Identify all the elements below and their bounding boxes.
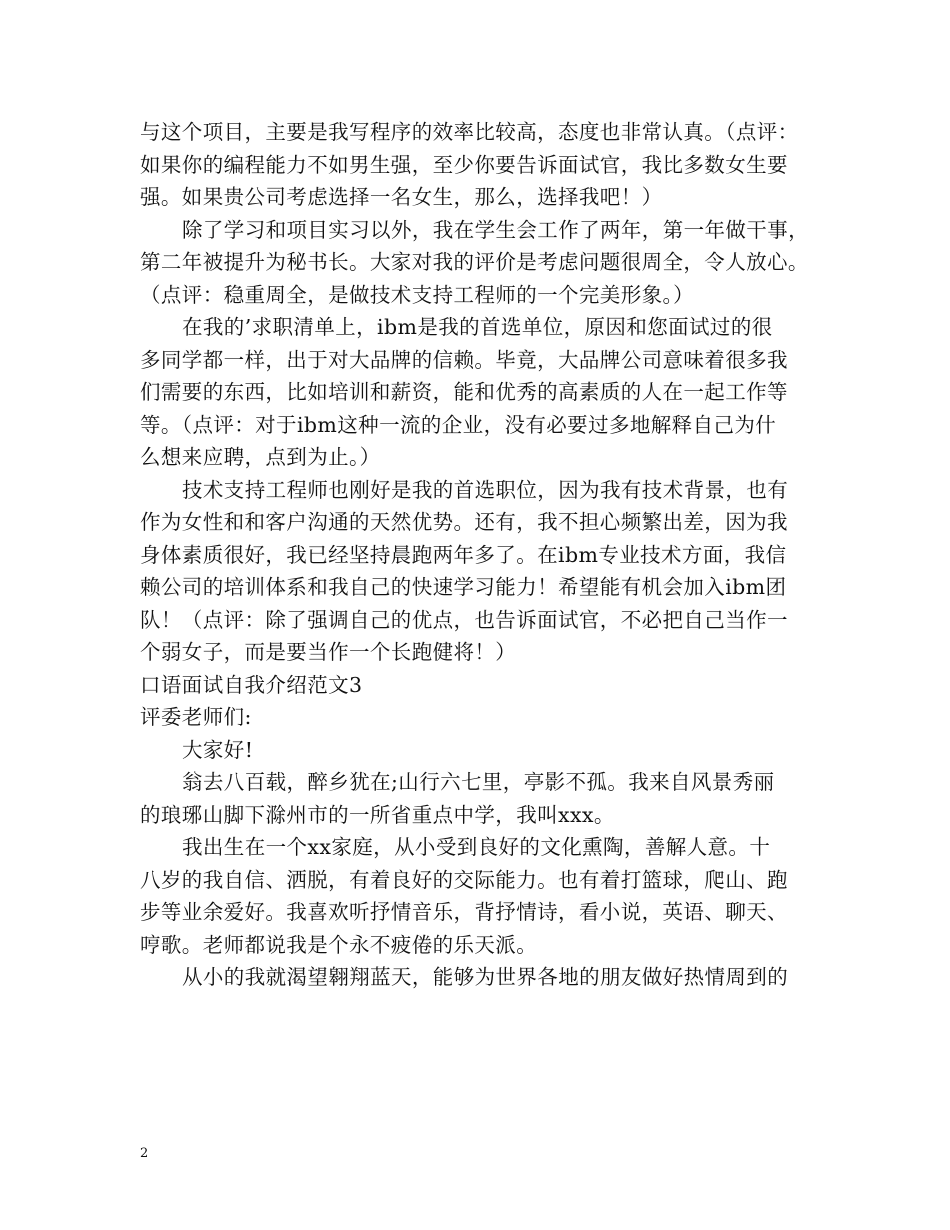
text-line: 步等业余爱好。我喜欢听抒情音乐，背抒情诗，看小说，英语、聊天、 bbox=[140, 900, 788, 924]
text-line: （点评：稳重周全，是做技术支持工程师的一个完美形象。） bbox=[140, 282, 695, 307]
text-line: 哼歌。老师都说我是个永不疲倦的乐天派。 bbox=[140, 932, 538, 957]
text-line: 大家好! bbox=[182, 737, 254, 762]
document-body bbox=[140, 116, 830, 994]
text-line: 在我的’求职清单上，ibm是我的首选单位，原因和您面试过的很 bbox=[182, 315, 773, 339]
text-line: 多同学都一样，出于对大品牌的信赖。毕竟，大品牌公司意味着很多我 bbox=[140, 347, 788, 372]
text-line: 除了学习和项目实习以外，我在学生会工作了两年，第一年做干事， bbox=[182, 217, 809, 242]
text-line: 们需要的东西，比如培训和薪资，能和优秀的高素质的人在一起工作等 bbox=[140, 380, 788, 404]
text-line: 么想来应聘，点到为止。） bbox=[140, 445, 381, 469]
text-line: 从小的我就渴望翱翔蓝天，能够为世界各地的朋友做好热情周到的 bbox=[182, 965, 789, 989]
text-line: 如果你的编程能力不如男生强，至少你要告诉面试官，我比多数女生要 bbox=[140, 152, 788, 177]
text-line: 与这个项目，主要是我写程序的效率比较高，态度也非常认真。（点评： bbox=[140, 120, 799, 144]
text-line: 等。（点评：对于ibm这种一流的企业，没有必要过多地解释自己为什 bbox=[140, 412, 777, 437]
text-line: 我出生在一个xx家庭，从小受到良好的文化熏陶，善解人意。十 bbox=[182, 835, 771, 859]
text-line: 队！（点评：除了强调自己的优点，也告诉面试官，不必把自己当作一 bbox=[140, 607, 788, 632]
text-line: 的琅琊山脚下滁州市的一所省重点中学，我叫xxx。 bbox=[140, 802, 615, 827]
text-line: 第二年被提升为秘书长。大家对我的评价是考虑问题很周全，令人放心。 bbox=[140, 250, 809, 274]
text-line: 八岁的我自信、洒脱，有着良好的交际能力。也有着打篮球，爬山、跑 bbox=[140, 867, 788, 892]
text-line: 强。如果贵公司考虑选择一名女生，那么，选择我吧！） bbox=[140, 185, 663, 209]
page-number: 2 bbox=[140, 1146, 149, 1161]
text-line: 技术支持工程师也刚好是我的首选职位，因为我有技术背景，也有 bbox=[182, 477, 789, 502]
text-line: 作为女性和和客户沟通的天然优势。还有，我不担心频繁出差，因为我 bbox=[140, 510, 788, 534]
text-line: 口语面试自我介绍范文3 bbox=[140, 672, 363, 697]
text-line: 翁去八百载，醉乡犹在;山行六七里，亭影不孤。我来自风景秀丽 bbox=[182, 770, 775, 794]
text-line: 赖公司的培训体系和我自己的快速学习能力！希望能有机会加入ibm团 bbox=[140, 575, 787, 599]
text-line: 个弱女子，而是要当作一个长跑健将！） bbox=[140, 640, 517, 664]
text-line: 身体素质很好，我已经坚持晨跑两年多了。在ibm专业技术方面，我信 bbox=[140, 542, 787, 567]
text-line: 评委老师们: bbox=[140, 705, 252, 729]
